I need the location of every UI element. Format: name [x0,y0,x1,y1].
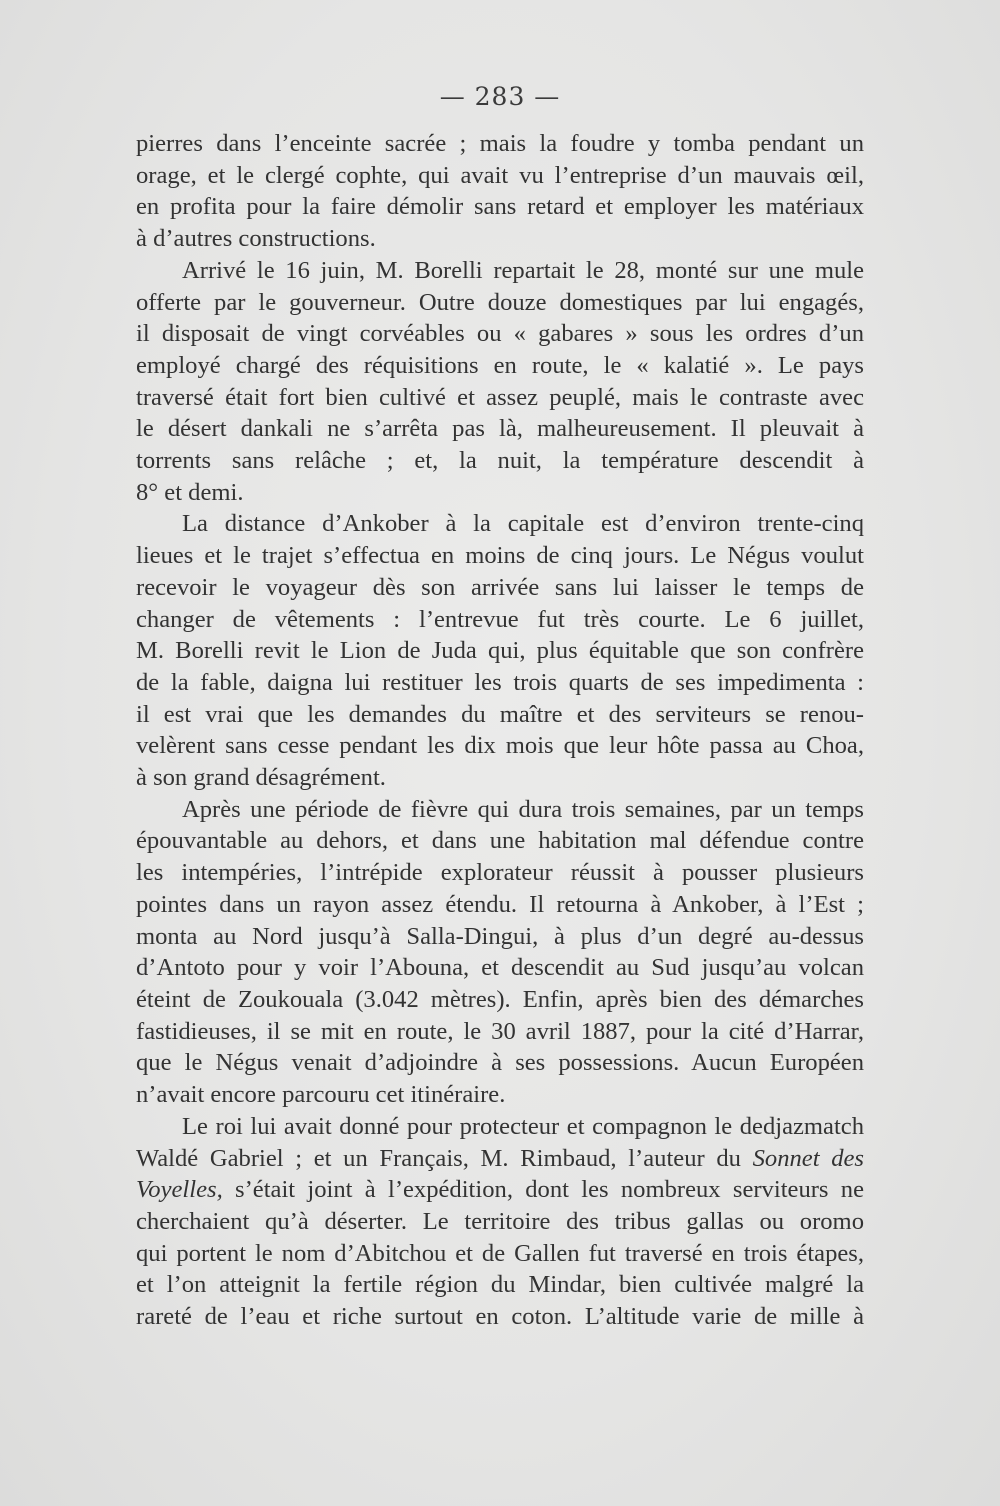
text-segment: s’était joint à l’expédition, dont les nombreux serviteurs ne [222,1176,864,1204]
italic-title: Voyelles, [136,1176,223,1204]
text-line: il est vrai que les demandes du maître et des serviteurs se renou- [136,700,864,728]
text-segment: Waldé Gabriel ; et un Français, M. Rimbaud, l’auteur du [136,1144,753,1172]
text-line: en profita pour la faire démolir sans retard et employer les matériaux [136,193,864,221]
italic-title: Sonnet des [752,1144,864,1172]
text-line: La distance d’Ankober à la capitale est d’environ trente-cinq [182,510,864,538]
paragraph-5 [136,1111,864,1333]
text-line: cherchaient qu’à déserter. Le territoire des tribus gallas ou oromo [136,1207,864,1235]
text-line: les intempéries, l’intrépide explorateur réussit à pousser plusieurs [136,859,864,887]
text-line: et l’on atteignit la fertile région du Mindar, bien cultivée malgré la [136,1271,864,1299]
text-line: recevoir le voyageur dès son arrivée sans lui laisser le temps de [136,573,864,601]
text-line: 8° et demi. [136,478,244,506]
text-line: épouvantable au dehors, et dans une habitation mal défendue contre [136,827,864,855]
text-line: pierres dans l’enceinte sacrée ; mais la foudre y tomba pendant un [136,130,864,157]
text-line: éteint de Zoukouala (3.042 mètres). Enfin, après bien des démarches [136,985,864,1013]
text-line: n’avait encore parcouru cet itinéraire. [136,1081,506,1109]
text-line: torrents sans relâche ; et, la nuit, la température descendit à [136,447,864,475]
text-line: de la fable, daigna lui restituer les trois quarts de ses impedimenta : [136,668,864,696]
text-line: monta au Nord jusqu’à Salla-Dingui, à plus d’un degré au-dessus [136,922,864,950]
text-line [136,1174,864,1206]
text-line [136,1143,864,1175]
text-line: orage, et le clergé cophte, qui avait vu l’entreprise d’un mauvais œil, [136,161,864,189]
text-line: fastidieuses, il se mit en route, le 30 avril 1887, pour la cité d’Harrar, [136,1017,864,1045]
text-line: employé chargé des réquisitions en route, le « kalatié ». Le pays [136,351,864,379]
paragraph-3 [136,508,864,793]
paragraph-2 [136,255,864,509]
text-line: lieues et le trajet s’effectua en moins de cinq jours. Le Négus voulut [136,542,864,570]
page-number: — 283 — [439,82,561,111]
body-text [136,128,864,1333]
text-line: traversé était fort bien cultivé et assez peuplé, mais le contraste avec [136,383,864,411]
text-line: offerte par le gouverneur. Outre douze domestiques par lui engagés, [136,288,864,316]
text-line: à son grand désagrément. [136,764,386,792]
text-line: que le Négus venait d’adjoindre à ses possessions. Aucun Européen [136,1049,864,1077]
text-line: pointes dans un rayon assez étendu. Il retourna à Ankober, à l’Est ; [136,890,864,918]
text-line: changer de vêtements : l’entrevue fut très courte. Le 6 juillet, [136,605,864,633]
text-line: qui portent le nom d’Abitchou et de Gallen fut traversé en trois étapes, [136,1239,864,1267]
paragraph-1 [136,128,864,255]
text-line: à d’autres constructions. [136,225,376,253]
text-line: rareté de l’eau et riche surtout en coton. L’altitude varie de mille à [136,1303,864,1331]
text-line: M. Borelli revit le Lion de Juda qui, plus équitable que son confrère [136,637,864,665]
text-line: le désert dankali ne s’arrêta pas là, malheureusement. Il pleuvait à [136,415,864,443]
text-line: Arrivé le 16 juin, M. Borelli repartait le 28, monté sur une mule [182,256,864,284]
text-line: Le roi lui avait donné pour protecteur et compagnon le dedjazmatch [182,1112,864,1140]
text-line: il disposait de vingt corvéables ou « gabares » sous les ordres d’un [136,320,864,348]
text-line: d’Antoto pour y voir l’Abouna, et descendit au Sud jusqu’au volcan [136,954,864,982]
text-line: velèrent sans cesse pendant les dix mois que leur hôte passa au Choa, [136,732,864,760]
paragraph-4 [136,794,864,1111]
text-line: Après une période de fièvre qui dura trois semaines, par un temps [182,795,864,823]
